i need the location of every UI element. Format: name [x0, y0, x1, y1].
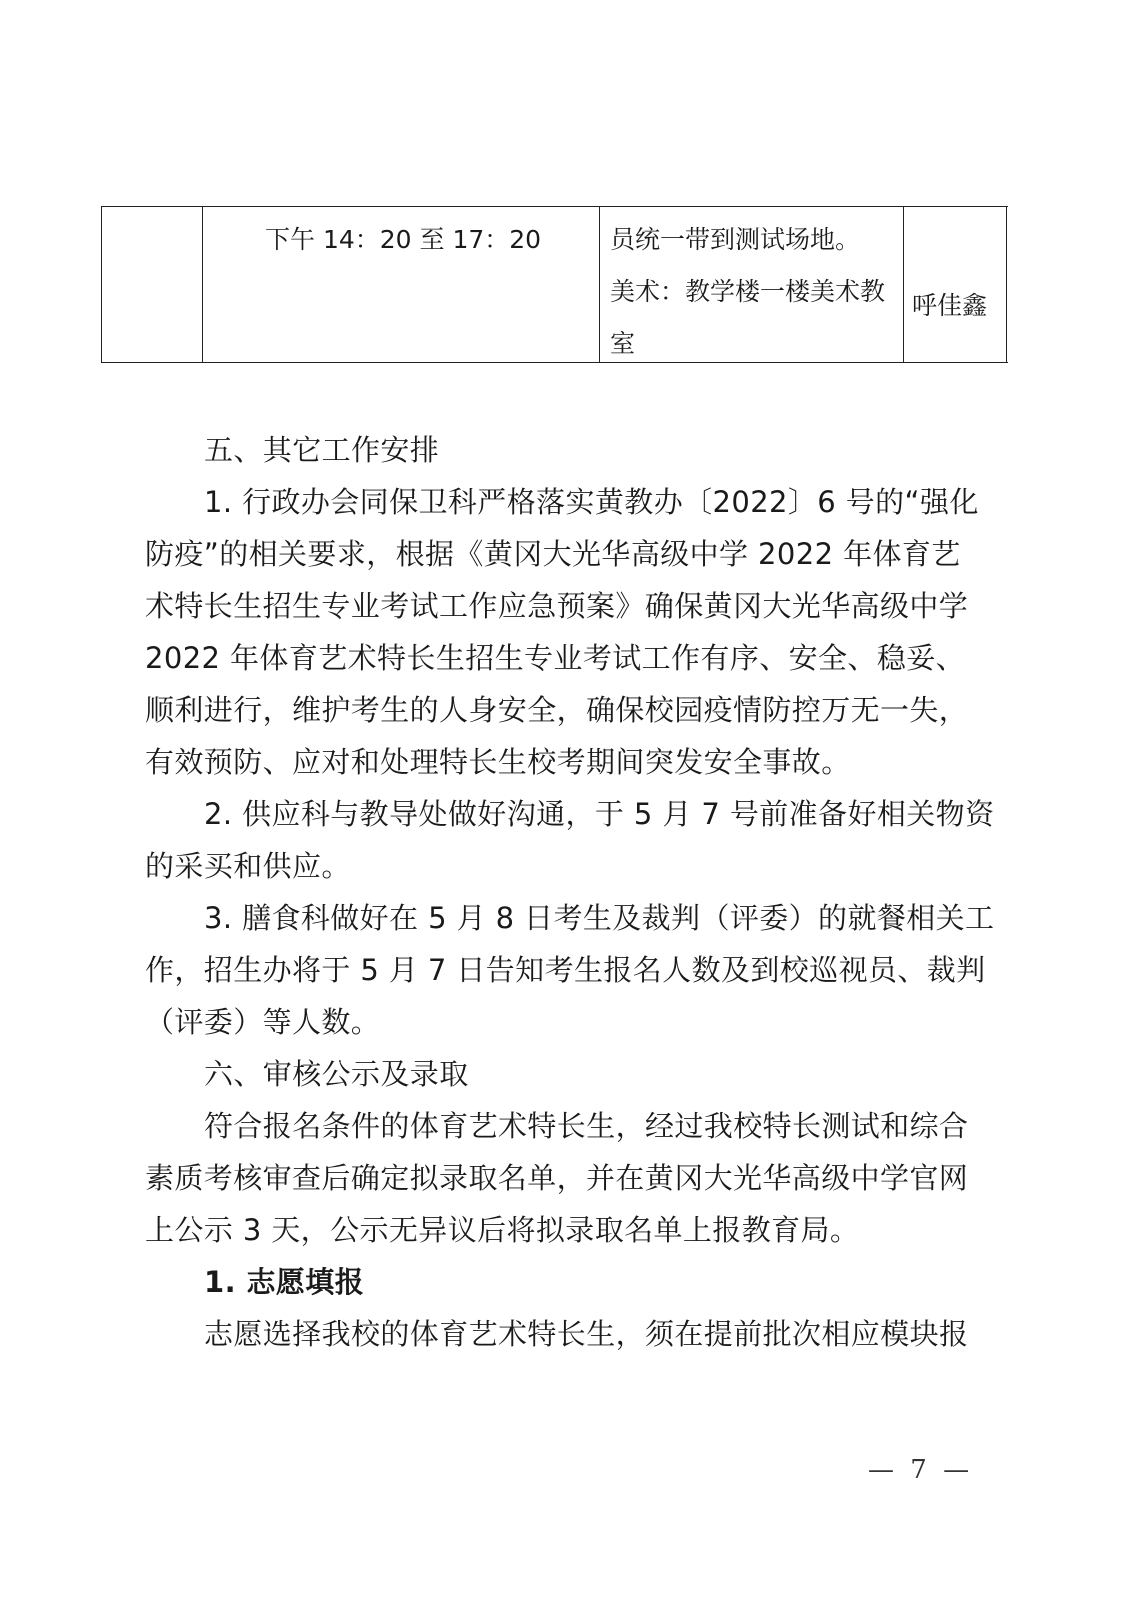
table-cell-location-line: 室 [610, 329, 636, 358]
paragraph-line: 作，招生办将于 5 月 7 日告知考生报名人数及到校巡视员、裁判 [145, 953, 986, 987]
paragraph-line: 防疫”的相关要求，根据《黄冈大光华高级中学 2022 年体育艺 [145, 537, 961, 571]
table-cell-location-line: 美术：教学楼一楼美术教 [610, 277, 886, 306]
schedule-table [101, 206, 1008, 363]
table-cell-location-line: 员统一带到测试场地。 [610, 225, 861, 254]
table-divider [903, 207, 904, 362]
paragraph-line: （评委）等人数。 [145, 1005, 381, 1039]
table-divider [1006, 207, 1007, 362]
paragraph-line: 1. 行政办会同保卫科严格落实黄教办〔2022〕6 号的“强化 [204, 485, 979, 519]
page-number: — 7 — [868, 1455, 974, 1485]
subsection-heading: 1. 志愿填报 [204, 1265, 365, 1299]
section-heading: 五、其它工作安排 [204, 433, 440, 467]
paragraph-line: 素质考核审查后确定拟录取名单，并在黄冈大光华高级中学官网 [145, 1161, 969, 1195]
table-cell-contact: 呼佳鑫 [912, 291, 988, 320]
paragraph-line: 顺利进行，维护考生的人身安全，确保校园疫情防控万无一失， [145, 693, 969, 727]
paragraph-line: 上公示 3 天，公示无异议后将拟录取名单上报教育局。 [145, 1213, 860, 1247]
paragraph-line: 2. 供应科与教导处做好沟通，于 5 月 7 号前准备好相关物资 [204, 797, 995, 831]
paragraph-line: 符合报名条件的体育艺术特长生，经过我校特长测试和综合 [204, 1109, 969, 1143]
table-cell-time: 下午 14：20 至 17：20 [265, 225, 542, 254]
paragraph-line: 志愿选择我校的体育艺术特长生，须在提前批次相应模块报 [204, 1317, 969, 1351]
table-divider [202, 207, 203, 362]
paragraph-line: 3. 膳食科做好在 5 月 8 日考生及裁判（评委）的就餐相关工 [204, 901, 995, 935]
paragraph-line: 的采买和供应。 [145, 849, 351, 883]
table-divider [599, 207, 600, 362]
paragraph-line: 术特长生招生专业考试工作应急预案》确保黄冈大光华高级中学 [145, 589, 969, 623]
section-heading: 六、审核公示及录取 [204, 1057, 469, 1091]
paragraph-line: 有效预防、应对和处理特长生校考期间突发安全事故。 [145, 745, 851, 779]
paragraph-line: 2022 年体育艺术特长生招生专业考试工作有序、安全、稳妥、 [145, 641, 966, 675]
